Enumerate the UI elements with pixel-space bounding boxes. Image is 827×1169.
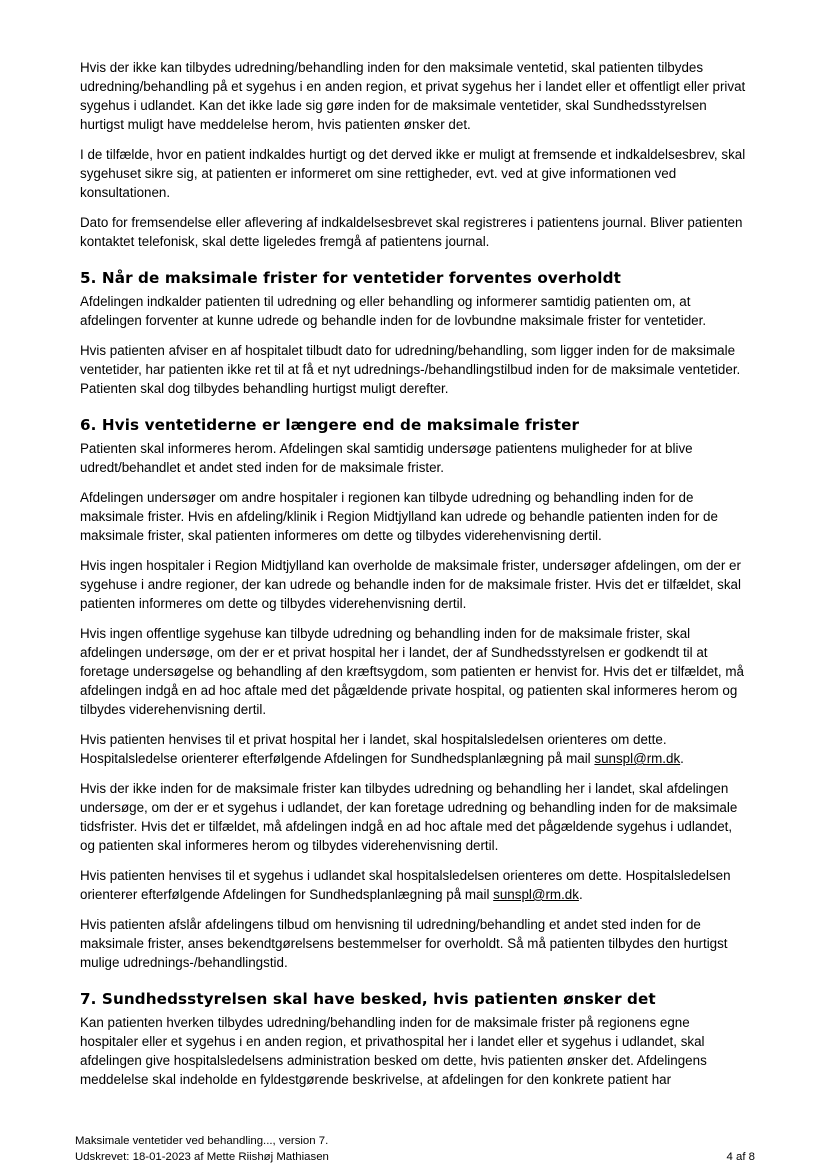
section-7-heading: 7. Sundhedsstyrelsen skal have besked, hvis patienten ønsker det xyxy=(80,990,656,1008)
email-link[interactable]: sunspl@rm.dk xyxy=(493,887,579,902)
section-6-paragraph-8: Hvis patienten afslår afdelingens tilbud om henvisning til udredning/behandling et andet sted inden for de maksimale frister, anses bekendtgørelsens bestemmelser for overholdt. Så må patienten tilbydes den hurtigst mulige udrednings-/behandlingstid. xyxy=(80,917,728,970)
document-body xyxy=(80,58,750,1100)
section-6-heading: 6. Hvis ventetiderne er længere end de maksimale frister xyxy=(80,416,580,434)
section-6-paragraph-7 xyxy=(80,866,750,904)
section-6-paragraph-3: Hvis ingen hospitaler i Region Midtjylland kan overholde de maksimale frister, undersøger afdelingen, om der er sygehuse i andre regioner, der kan udrede og behandle inden for de maksimale frister. Hvis det er tilfældet, skal patienten informeres om dette og tilbydes viderehenvisning dertil. xyxy=(80,558,741,611)
paragraph-end: . xyxy=(578,887,583,902)
intro-paragraph-3: Dato for fremsendelse eller aflevering af indkaldelsesbrevet skal registreres i patientens journal. Bliver patienten kontaktet telefonisk, skal dette ligeledes fremgå af patientens journal. xyxy=(80,215,743,249)
section-6-paragraph-2: Afdelingen undersøger om andre hospitaler i regionen kan tilbyde udredning og behandling inden for de maksimale frister. Hvis en afdeling/klinik i Region Midtjylland kan udrede og behandle patienten inden for de maksimale frister, skal patienten informeres om dette og tilbydes viderehenvisning dertil. xyxy=(80,490,718,543)
page-footer xyxy=(75,1133,755,1165)
section-6-paragraph-6: Hvis der ikke inden for de maksimale frister kan tilbydes udredning og behandling her i landet, skal afdelingen undersøge, om der er et sygehus i udlandet, der kan foretage udredning og behandling inden for de maksimale tidsfrister. Hvis det er tilfældet, må afdelingen indgå en ad hoc aftale med det pågældende sygehus i udlandet, og patienten skal informeres herom og tilbydes viderehenvisning dertil. xyxy=(80,781,738,853)
section-6-paragraph-1: Patienten skal informeres herom. Afdelingen skal samtidig undersøge patientens muligheder for at blive udredt/behandlet et andet sted inden for de maksimale frister. xyxy=(80,441,693,475)
page-number: 4 af 8 xyxy=(726,1151,755,1163)
paragraph-text: Hvis patienten henvises til et privat hospital her i landet, skal hospitalsledelsen orienteres om dette. Hospitalsledelse orienterer efterfølgende Afdelingen for Sundhedsplanlægning på mail xyxy=(80,732,667,766)
paragraph-end: . xyxy=(680,751,684,766)
section-7-paragraph-1: Kan patienten hverken tilbydes udredning/behandling inden for de maksimale frister på regionens egne hospitaler eller et sygehus i en anden region, et privathospital her i landet eller et sygehus i udlandet, skal afdelingen give hospitalsledelsens administration besked om dette, hvis patienten ønsker det. Afdelingens meddelelse skal indeholde en fyldestgørende beskrivelse, at afdelingen for den konkrete patient har xyxy=(80,1015,707,1087)
footer-print-info: Udskrevet: 18-01-2023 af Mette Riishøj Mathiasen xyxy=(75,1151,329,1163)
intro-paragraph-2: I de tilfælde, hvor en patient indkaldes hurtigt og det derved ikke er muligt at fremsende et indkaldelsesbrev, skal sygehuset sikre sig, at patienten er informeret om sine rettigheder, evt. ved at give informationen ved konsultationen. xyxy=(80,147,746,200)
email-link[interactable]: sunspl@rm.dk xyxy=(594,751,681,766)
section-6-paragraph-5 xyxy=(80,730,750,768)
intro-paragraph-1: Hvis der ikke kan tilbydes udredning/behandling inden for den maksimale ventetid, skal patienten tilbydes udredning/behandling på et sygehus i en anden region, et privat sygehus her i landet eller et offentligt eller privat sygehus i udlandet. Kan det ikke lade sig gøre inden for de maksimale ventetider, skal Sundhedsstyrelsen hurtigst muligt have meddelelse herom, hvis patienten ønsker det. xyxy=(80,60,746,132)
section-5-heading: 5. Når de maksimale frister for ventetider forventes overholdt xyxy=(80,269,621,287)
footer-document-title: Maksimale ventetider ved behandling..., version 7. xyxy=(75,1135,329,1147)
section-5-paragraph-2: Hvis patienten afviser en af hospitalet tilbudt dato for udredning/behandling, som ligger inden for de maksimale ventetider, har patienten ikke ret til at få et nyt udrednings-/behandlingstilbud inden for de maksimale ventetider. Patienten skal dog tilbydes behandling hurtigst muligt derefter. xyxy=(80,343,741,396)
paragraph-text: Hvis patienten henvises til et sygehus i udlandet skal hospitalsledelsen orienteres om dette. Hospitalsledelsen orienterer efterfølgende Afdelingen for Sundhedsplanlægning på mail xyxy=(80,868,731,902)
section-5-paragraph-1: Afdelingen indkalder patienten til udredning og eller behandling og informerer samtidig patienten om, at afdelingen forventer at kunne udrede og behandle inden for de lovbundne maksimale frister for ventetider. xyxy=(80,294,707,328)
section-6-paragraph-4: Hvis ingen offentlige sygehuse kan tilbyde udredning og behandling inden for de maksimale frister, skal afdelingen undersøge, om der er et privat hospital her i landet, der af Sundhedsstyrelsen er godkendt til at foretage undersøgelse og behandling af den kræftsygdom, som patienten er henvist for. Hvis det er tilfældet, må afdelingen indgå en ad hoc aftale med det pågældende private hospital, og patienten skal informeres herom og tilbydes viderehenvisning dertil. xyxy=(80,626,744,717)
